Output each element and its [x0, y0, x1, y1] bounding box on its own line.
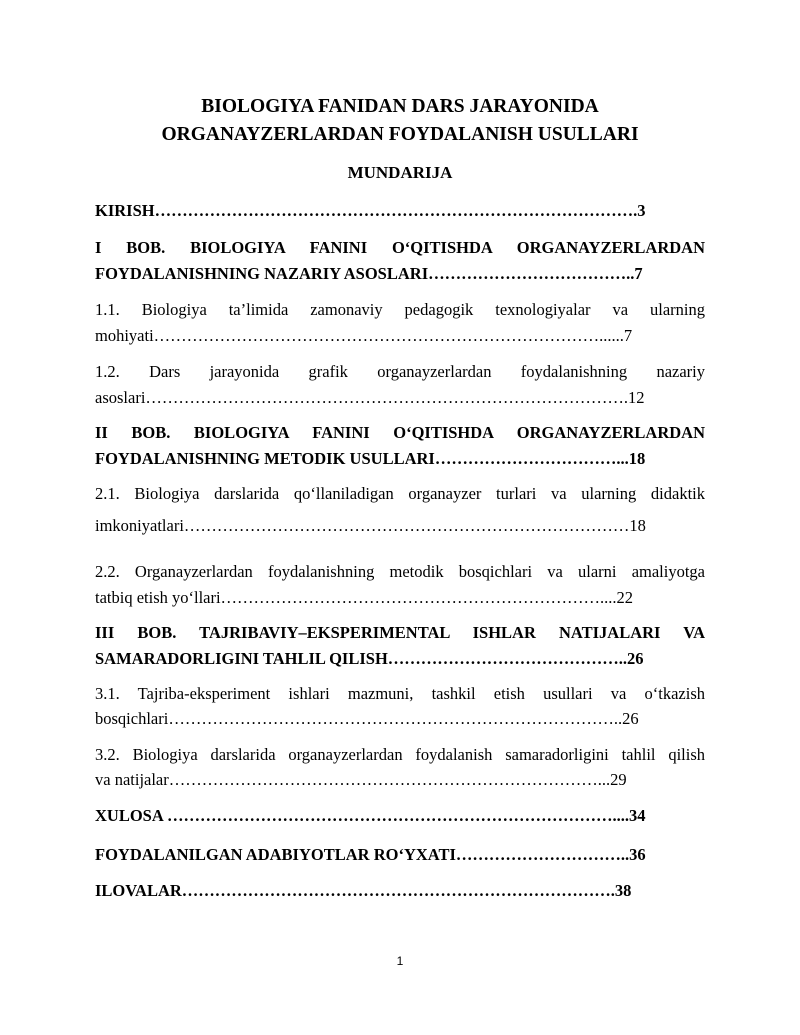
toc-entry-section-2-1-line-1: 2.1. Biologiya darslarida qo‘llaniladigan organayzer turlari va ularning didaktik: [95, 484, 705, 503]
toc-entry-section-1-1-line-2: mohiyati………………………………………………………………………......7: [95, 326, 633, 345]
toc-entry-section-2-1-line-2: imkoniyatlari………………………………………………………………………18: [95, 516, 646, 535]
toc-entry-chapter-2-line-1: II BOB. BIOLOGIYA FANINI O‘QITISHDA ORGANAYZERLARDAN: [95, 423, 705, 442]
toc-entry-chapter-3-line-2: SAMARADORLIGINI TAHLIL QILISH……………………………………..26: [95, 649, 644, 668]
toc-entry-adabiyotlar: FOYDALANILGAN ADABIYOTLAR RO‘YXATI…………………………..36: [95, 845, 646, 864]
page-number: 1: [396, 954, 404, 968]
document-title-line-2: ORGANAYZERLARDAN FOYDALANISH USULLARI: [161, 124, 639, 145]
toc-entry-chapter-3-line-1: III BOB. TAJRIBAVIY–EKSPERIMENTAL ISHLAR NATIJALARI VA: [95, 623, 705, 642]
toc-entry-chapter-1-line-1: I BOB. BIOLOGIYA FANINI O‘QITISHDA ORGANAYZERLARDAN: [95, 238, 705, 257]
toc-entry-kirish: KIRISH…………………………………………………………………………….3: [95, 201, 646, 220]
toc-heading: MUNDARIJA: [347, 163, 453, 182]
toc-entry-section-2-2-line-1: 2.2. Organayzerlardan foydalanishning metodik bosqichlari va ularni amaliyotga: [95, 562, 705, 581]
toc-entry-chapter-1-line-2: FOYDALANISHNING NAZARIY ASOSLARI………………………………..7: [95, 264, 643, 283]
toc-entry-ilovalar: ILOVALAR…………………………………………………………………….38: [95, 881, 632, 900]
toc-entry-xulosa: XULOSA ………………………………………………………………………....34: [95, 806, 646, 825]
toc-entry-section-3-1-line-2: bosqichlari………………………………………………………………………..26: [95, 709, 639, 728]
document-title-line-1: BIOLOGIYA FANIDAN DARS JARAYONIDA: [201, 96, 599, 117]
toc-entry-section-3-1-line-1: 3.1. Tajriba-eksperiment ishlari mazmuni, tashkil etish usullari va o‘tkazish: [95, 684, 705, 703]
toc-entry-chapter-2-line-2: FOYDALANISHNING METODIK USULLARI……………………………...18: [95, 449, 646, 468]
toc-entry-section-1-2-line-2: asoslari…………………………………………………………………………….12: [95, 388, 645, 407]
toc-entry-section-3-2-line-2: va natijalar……………………………………………………………………...29: [95, 770, 627, 789]
toc-entry-section-1-2-line-1: 1.2. Dars jarayonida grafik organayzerlardan foydalanishning nazariy: [95, 362, 705, 381]
toc-entry-section-3-2-line-1: 3.2. Biologiya darslarida organayzerlardan foydalanish samaradorligini tahlil qilish: [95, 745, 705, 764]
toc-entry-section-1-1-line-1: 1.1. Biologiya ta’limida zamonaviy pedagogik texnologiyalar va ularning: [95, 300, 705, 319]
toc-entry-section-2-2-line-2: tatbiq etish yo‘llari……………………………………………………………....22: [95, 588, 634, 607]
